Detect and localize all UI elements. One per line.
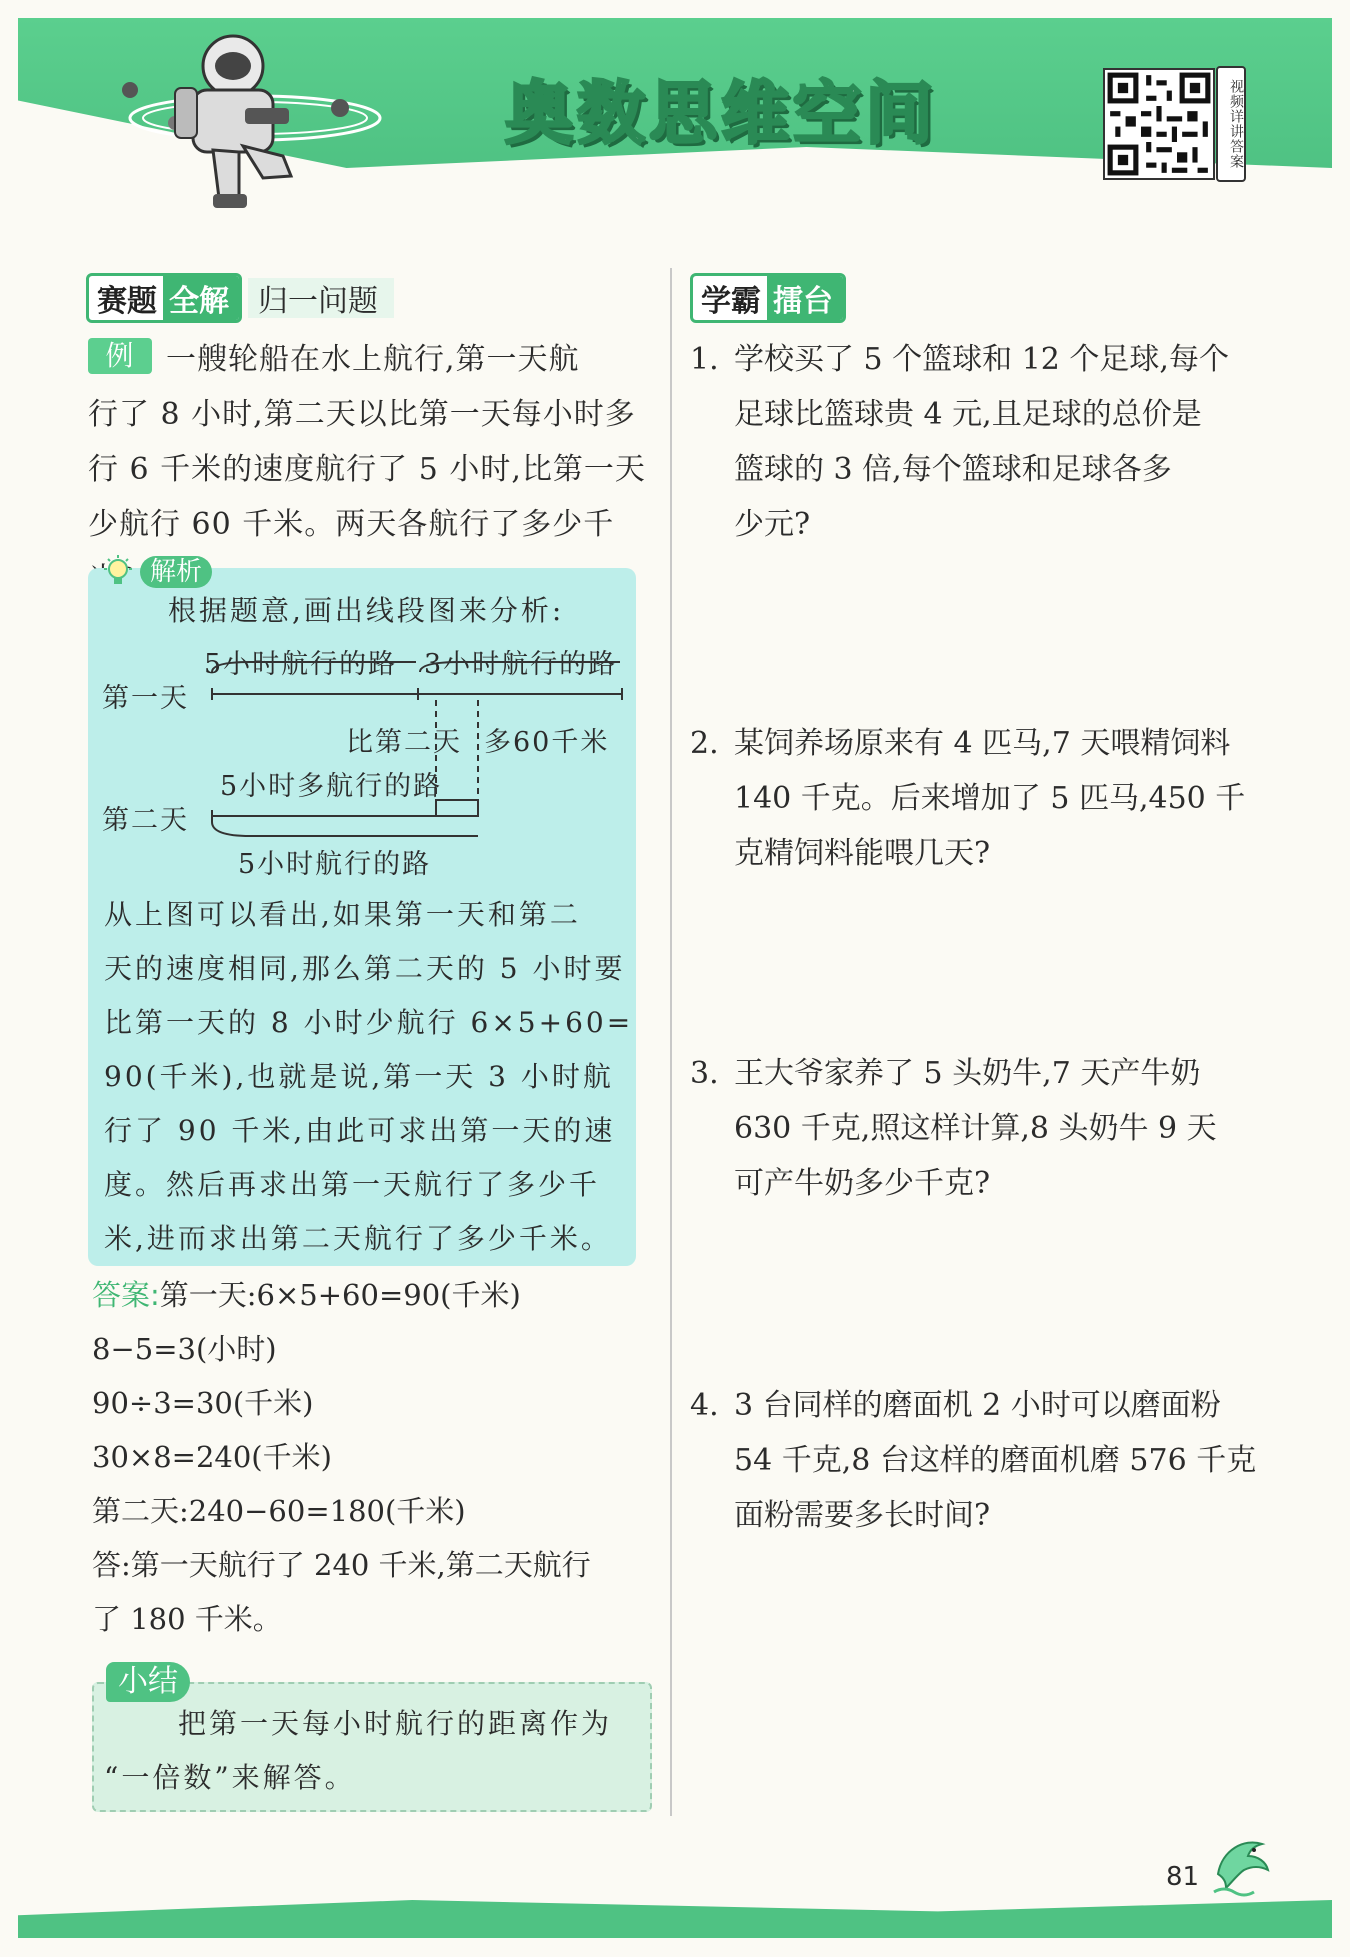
analysis-line: 比第一天的 8 小时少航行 6×5+60= — [104, 1006, 634, 1039]
dolphin-icon — [1204, 1830, 1276, 1902]
problem-number: 1. — [690, 342, 719, 377]
diagram-compare-prefix: 比第二天 — [346, 727, 462, 758]
example-line: 少航行 60 千米。两天各航行了多少千 — [88, 507, 615, 542]
analysis-paragraph — [104, 888, 634, 1266]
problem-line: 篮球的 3 倍,每个篮球和足球各多 — [734, 452, 1172, 487]
problem-line: 3 台同样的磨面机 2 小时可以磨面粉 — [734, 1388, 1221, 1423]
problem-line: 足球比篮球贵 4 元,且足球的总价是 — [734, 397, 1202, 432]
page-title: 奥数思维空间 — [505, 75, 938, 154]
example-line: 例 一艘轮船在水上航行,第一天航 — [88, 332, 648, 387]
section-tag-green: 全解 — [163, 276, 239, 320]
diagram-label-3h: 3小时航行的路 — [424, 649, 618, 680]
answer-line: 答:第一天航行了 240 千米,第二天航行 — [92, 1548, 591, 1582]
diagram-day1: 第一天 — [102, 683, 189, 714]
page-number: 81 — [1166, 1862, 1200, 1892]
problem-line: 可产牛奶多少千克? — [734, 1166, 991, 1201]
analysis-line: 天的速度相同,那么第二天的 5 小时要 — [104, 952, 626, 985]
section-subtitle: 归一问题 — [248, 278, 394, 318]
problem-line: 面粉需要多长时间? — [734, 1498, 991, 1533]
problem-number: 2. — [690, 726, 719, 761]
section-header-right — [690, 274, 846, 322]
problem-number: 3. — [690, 1056, 719, 1091]
summary-line: 把第一天每小时航行的距离作为 — [178, 1707, 613, 1740]
qr-code[interactable] — [1103, 68, 1215, 180]
problem-3 — [690, 1046, 1260, 1211]
answer-label: 答案: — [92, 1278, 160, 1312]
diagram-day2: 第二天 — [102, 805, 189, 836]
column-divider — [670, 268, 672, 1816]
answer-line: 了 180 千米。 — [92, 1602, 282, 1636]
answer-line: 30×8=240(千米) — [92, 1440, 332, 1474]
analysis-line: 从上图可以看出,如果第一天和第二 — [104, 898, 581, 931]
problem-4 — [690, 1378, 1260, 1543]
diagram-compare-amount: 多60千米 — [484, 727, 610, 758]
problem-line: 某饲养场原来有 4 匹马,7 天喂精饲料 — [734, 726, 1231, 761]
analysis-intro: 根据题意,画出线段图来分析: — [168, 594, 565, 627]
problem-line: 630 千克,照这样计算,8 头奶牛 9 天 — [734, 1111, 1217, 1146]
section-tag — [690, 273, 846, 323]
summary-tag: 小结 — [106, 1662, 190, 1702]
answer-first-line: 答案:第一天:6×5+60=90(千米) — [92, 1278, 521, 1312]
summary-line: “一倍数”来解答。 — [104, 1761, 356, 1794]
example-badge: 例 — [88, 338, 152, 374]
analysis-tag: 解析 — [140, 556, 212, 588]
example-line: 行 6 千米的速度航行了 5 小时,比第一天 — [88, 452, 646, 487]
problem-line: 克精饲料能喂几天? — [734, 836, 991, 871]
footer-band — [18, 1900, 1332, 1938]
problem-line: 王大爷家养了 5 头奶牛,7 天产牛奶 — [734, 1056, 1201, 1091]
example-line: 行了 8 小时,第二天以比第一天每小时多 — [88, 397, 636, 432]
qr-caption: 视频详讲答案 — [1216, 66, 1246, 182]
analysis-line: 度。然后再求出第一天航行了多少千 — [104, 1168, 601, 1201]
line-segment-diagram — [0, 0, 670, 900]
diagram-label-5h-bottom: 5小时航行的路 — [238, 849, 432, 880]
section-tag-green: 擂台 — [767, 276, 843, 320]
diagram-label-5h-top: 5小时航行的路 — [204, 649, 398, 680]
problem-line: 少元? — [734, 507, 811, 542]
problem-line: 54 千克,8 台这样的磨面机磨 576 千克 — [734, 1443, 1257, 1478]
problem-line: 140 千克。后来增加了 5 匹马,450 千 — [734, 781, 1246, 816]
problem-number: 4. — [690, 1388, 719, 1423]
analysis-line: 米,进而求出第二天航行了多少千米。 — [104, 1222, 612, 1255]
section-tag-dark: 赛题 — [97, 284, 157, 319]
problem-2 — [690, 716, 1260, 881]
problem-1 — [690, 332, 1260, 552]
answer-line: 8−5=3(小时) — [92, 1332, 277, 1366]
answer-line: 第二天:240−60=180(千米) — [92, 1494, 466, 1528]
analysis-line: 90(千米),也就是说,第一天 3 小时航 — [104, 1060, 614, 1093]
problem-line: 学校买了 5 个篮球和 12 个足球,每个 — [734, 342, 1229, 377]
answer-line: 90÷3=30(千米) — [92, 1386, 314, 1420]
analysis-line: 行了 90 千米,由此可求出第一天的速 — [104, 1114, 616, 1147]
section-tag-dark: 学霸 — [701, 284, 761, 319]
diagram-label-5h-more: 5小时多航行的路 — [220, 771, 443, 802]
